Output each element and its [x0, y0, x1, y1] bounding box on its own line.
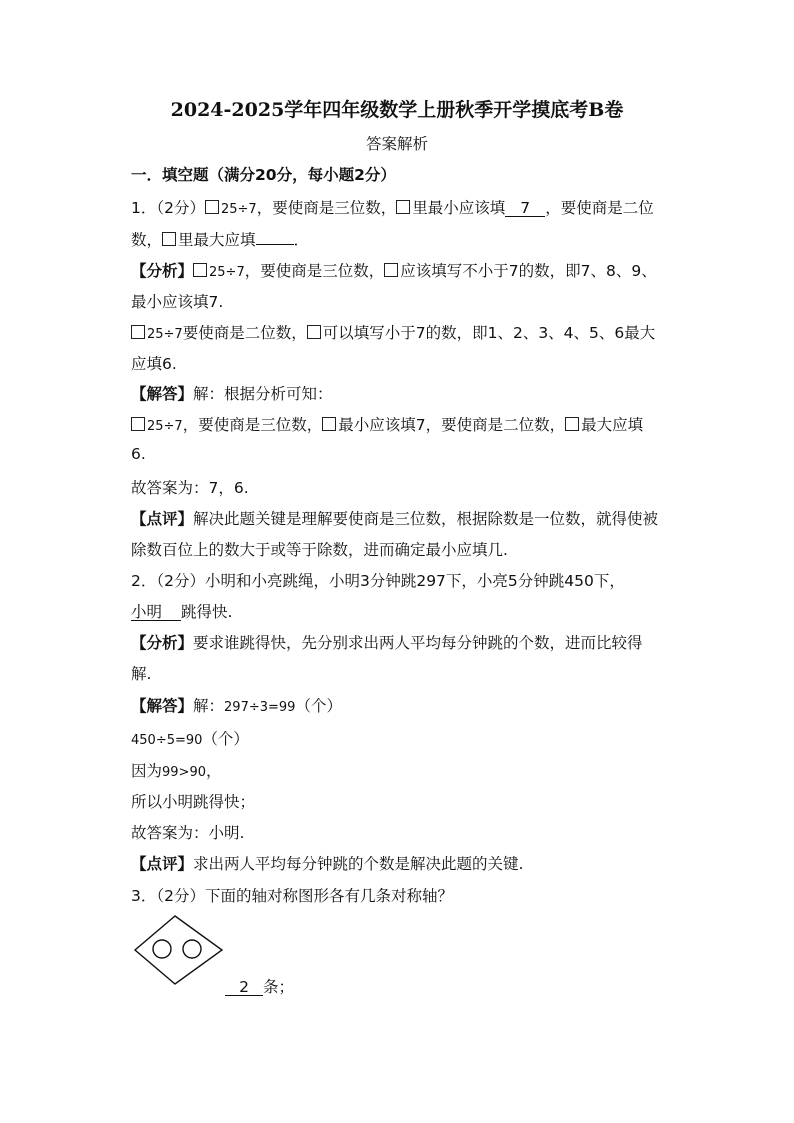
blank-box-icon [396, 200, 410, 214]
blank-box-icon [322, 417, 336, 431]
q1-comment-line-1: 【点评】解决此题关键是理解要使商是三位数，根据除数是一位数，就得使被 [131, 510, 659, 528]
blank-box-icon [205, 200, 219, 214]
blank-box-icon [384, 263, 398, 277]
q1-solution-line-4: 故答案为：7，6. [131, 479, 249, 497]
q1-analysis-line-2: 最小应该填7. [131, 293, 224, 311]
blank-box-icon [193, 263, 207, 277]
blank-box-icon [131, 417, 145, 431]
blank-box-icon [565, 417, 579, 431]
q1-line-1: 1．（2分） 25÷7，要使商是三位数， 里最小应该填 7 ，要使商是二位 [131, 199, 654, 217]
q2-line-1: 2．（2分）小明和小亮跳绳，小明3分钟跳297下，小亮5分钟跳450下， [131, 572, 625, 590]
q2-line-2: 小明 跳得快. [131, 603, 233, 621]
q2-solution-line-3: 因为99>90， [131, 762, 222, 780]
page-subtitle: 答案解析 [365, 135, 428, 153]
left-circle [153, 940, 171, 958]
q2-solution-line-4: 所以小明跳得快； [131, 793, 256, 811]
blank-box-icon [307, 325, 321, 339]
q1-solution-line-3: 6. [131, 445, 146, 463]
blank-box-icon [162, 232, 176, 246]
q2-analysis-line-2: 解. [131, 665, 152, 683]
q1-solution-line-2: 25÷7，要使商是三位数， 最小应该填7，要使商是二位数， 最大应填 [131, 413, 643, 435]
q2-solution-line-2: 450÷5=90（个） [131, 730, 249, 748]
q1-line-2: 数， 里最大应填 ． [131, 231, 310, 249]
q2-analysis-line-1: 【分析】要求谁跳得快，先分别求出两人平均每分钟跳的个数，进而比较得 [131, 634, 643, 652]
q2-answer-blank: 小明 [131, 604, 181, 621]
q3-answer-line: 2 条； [225, 975, 294, 997]
right-circle [183, 940, 201, 958]
q3-line-1: 3．（2分）下面的轴对称图形各有几条对称轴？ [131, 887, 453, 905]
q2-solution-line-5: 故答案为：小明. [131, 824, 245, 842]
blank-box-icon [131, 325, 145, 339]
symmetric-diamond-figure [132, 914, 228, 986]
q1-comment-line-2: 除数百位上的数大于或等于除数，进而确定最小应填几. [131, 541, 508, 559]
page-title: 2024-2025学年四年级数学上册秋季开学摸底考B卷 [170, 99, 624, 121]
q1-analysis-line-3: 25÷7要使商是二位数， 可以填写小于7的数，即1、2、3、4、5、6最大 [131, 321, 655, 343]
q1-solution-line-1: 【解答】解：根据分析可知： [131, 385, 333, 403]
section-heading: 一．填空题（满分20分，每小题2分） [131, 166, 396, 184]
q1-analysis-line-4: 应填6. [131, 355, 177, 373]
q3-answer-blank: 2 [225, 979, 263, 996]
q2-solution-line-1: 【解答】解：297÷3=99（个） [131, 697, 342, 715]
q1-answer-blank: 7 [505, 200, 545, 217]
q2-comment-line-1: 【点评】求出两人平均每分钟跳的个数是解决此题的关键. [131, 855, 524, 873]
q1-empty-blank [256, 244, 294, 245]
diamond-shape [135, 916, 222, 984]
q1-analysis-line-1: 【分析】 25÷7，要使商是三位数， 应该填写不小于7的数，即7、8、9、 [131, 262, 657, 280]
